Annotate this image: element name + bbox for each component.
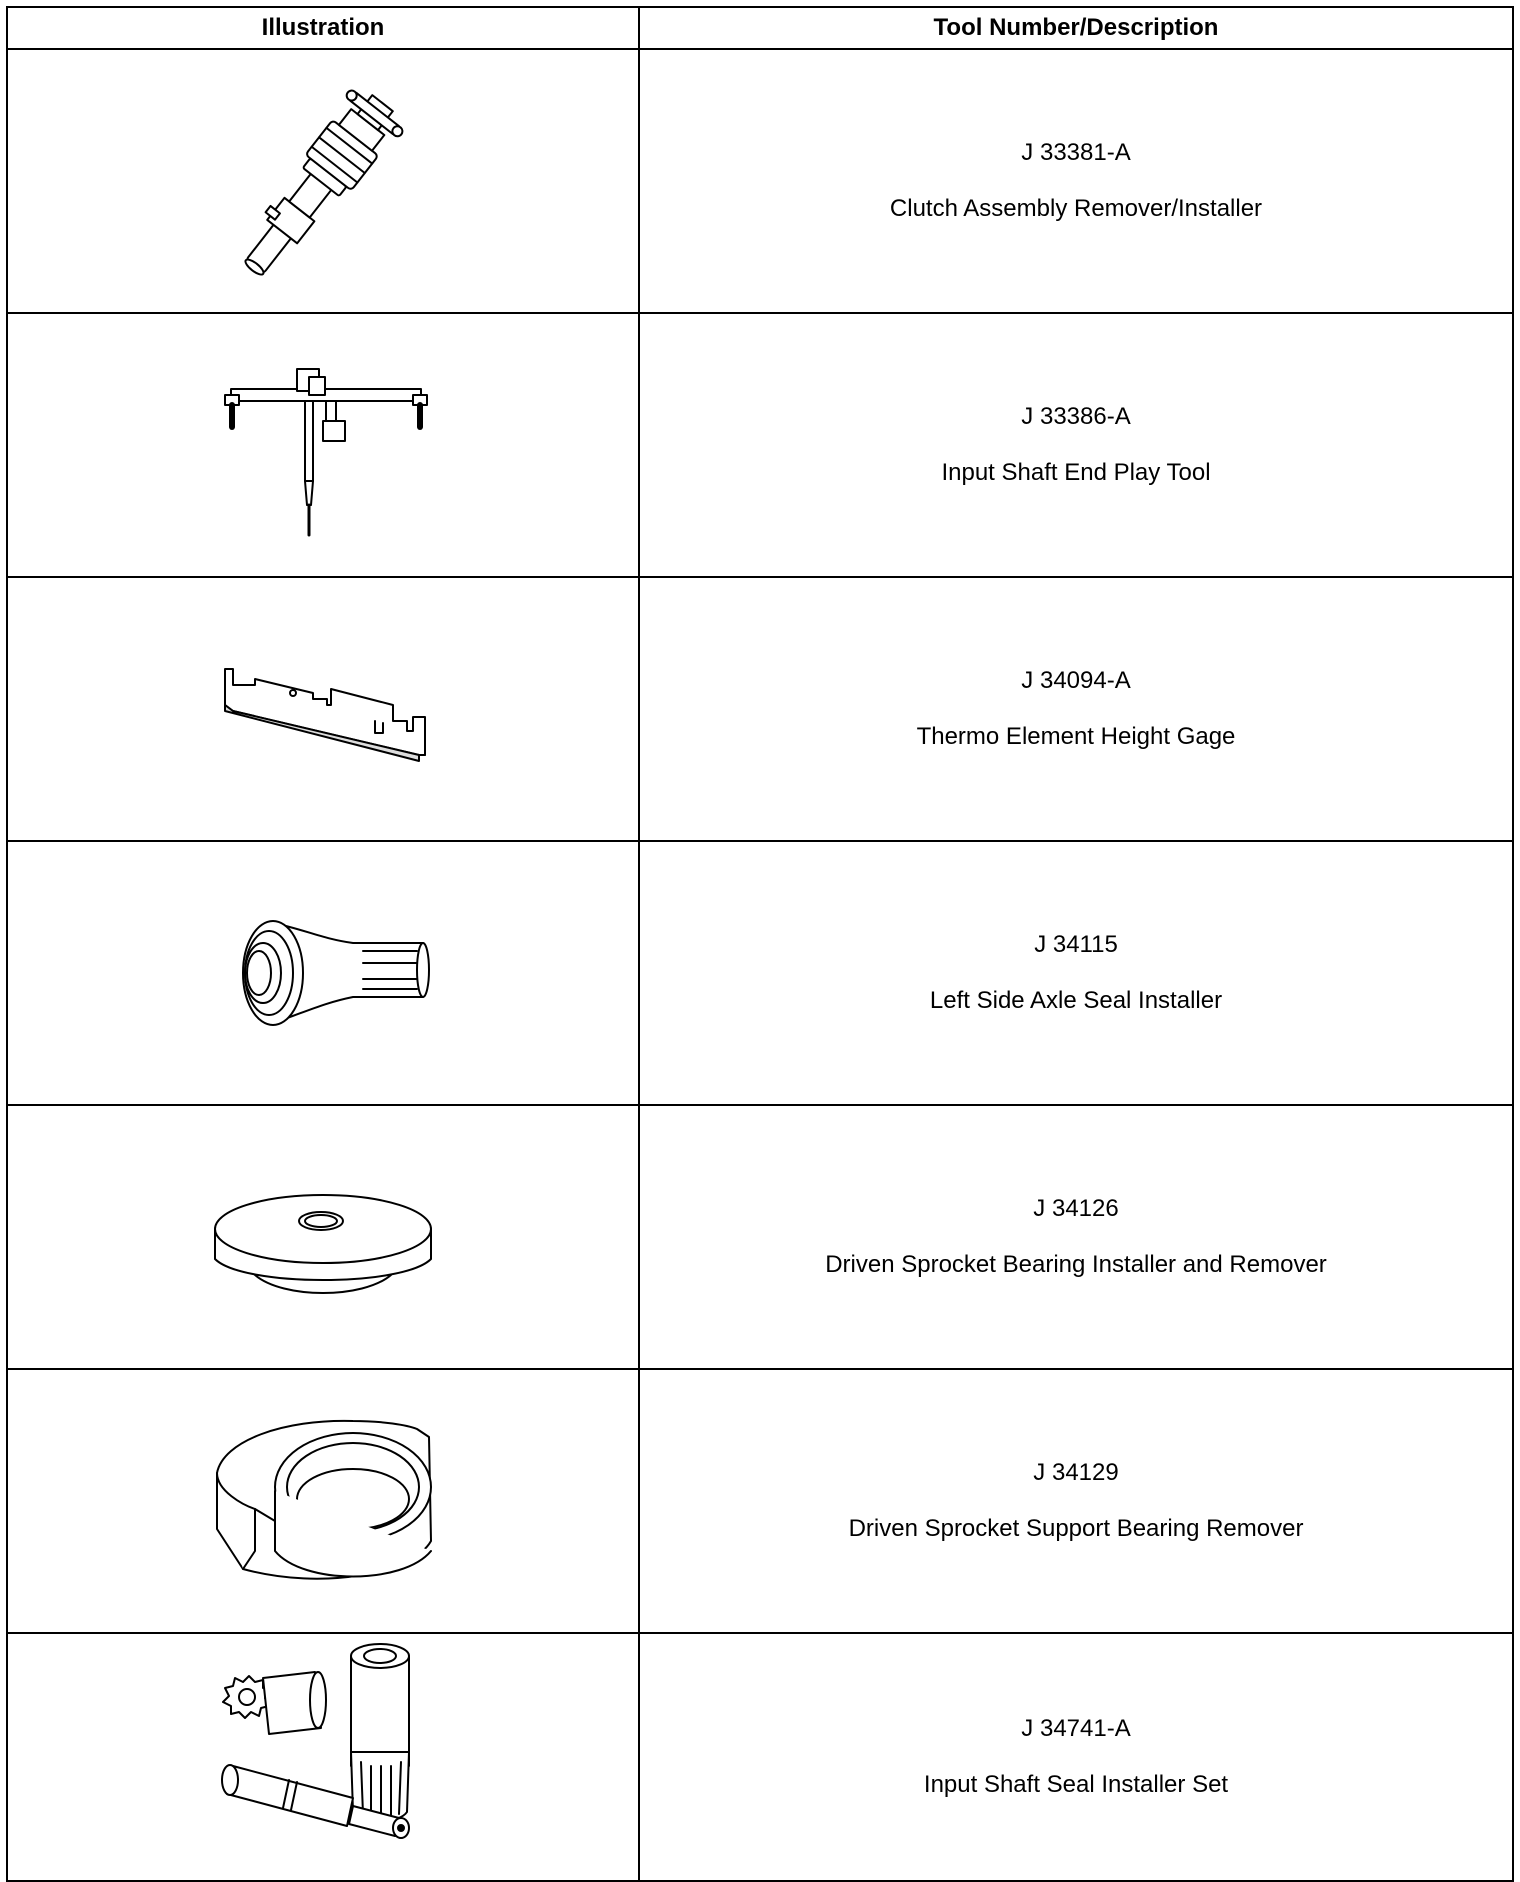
tool-number: J 33381-A	[1021, 139, 1131, 166]
special-tools-table	[6, 6, 1514, 1882]
tool-cell	[639, 577, 1513, 841]
input-shaft-seal-installer-set-icon	[203, 1642, 443, 1872]
table-row	[7, 1105, 1513, 1369]
tool-cell	[639, 1633, 1513, 1881]
axle-seal-installer-icon	[203, 873, 443, 1073]
support-bearing-remover-icon	[203, 1401, 443, 1601]
illustration-cell	[7, 841, 639, 1105]
illustration-header: Illustration	[7, 7, 639, 49]
table-row	[7, 577, 1513, 841]
header-row	[7, 7, 1513, 49]
tool-cell	[639, 1369, 1513, 1633]
tool-description: Driven Sprocket Support Bearing Remover	[848, 1515, 1304, 1542]
thermo-element-height-gage-icon	[203, 609, 443, 809]
table-row	[7, 313, 1513, 577]
illustration-cell	[7, 1369, 639, 1633]
table-row	[7, 49, 1513, 313]
tool-number: J 33386-A	[1021, 403, 1131, 430]
tool-description: Input Shaft Seal Installer Set	[923, 1771, 1229, 1798]
input-shaft-end-play-tool-icon	[203, 345, 443, 545]
tool-cell	[639, 49, 1513, 313]
tool-number: J 34115	[1034, 931, 1118, 958]
tool-description: Clutch Assembly Remover/Installer	[889, 195, 1263, 222]
table-row	[7, 841, 1513, 1105]
illustration-cell	[7, 1633, 639, 1881]
tool-description: Driven Sprocket Bearing Installer and Remover	[825, 1251, 1327, 1278]
illustration-cell	[7, 1105, 639, 1369]
tool-cell	[639, 313, 1513, 577]
tool-number: J 34094-A	[1021, 667, 1131, 694]
tool-cell	[639, 1105, 1513, 1369]
sprocket-bearing-installer-icon	[203, 1137, 443, 1337]
tool-number: J 34126	[1033, 1195, 1119, 1222]
tool-header: Tool Number/Description	[639, 7, 1513, 49]
illustration-cell	[7, 313, 639, 577]
tool-number: J 34741-A	[1021, 1715, 1131, 1742]
table-row	[7, 1369, 1513, 1633]
tool-number: J 34129	[1033, 1459, 1119, 1486]
clutch-assembly-remover-installer-icon	[203, 81, 443, 281]
table-row	[7, 1633, 1513, 1881]
tool-description: Left Side Axle Seal Installer	[929, 987, 1223, 1014]
illustration-cell	[7, 49, 639, 313]
tool-description: Input Shaft End Play Tool	[941, 459, 1211, 486]
illustration-cell	[7, 577, 639, 841]
tool-description: Thermo Element Height Gage	[916, 723, 1236, 750]
tool-cell	[639, 841, 1513, 1105]
